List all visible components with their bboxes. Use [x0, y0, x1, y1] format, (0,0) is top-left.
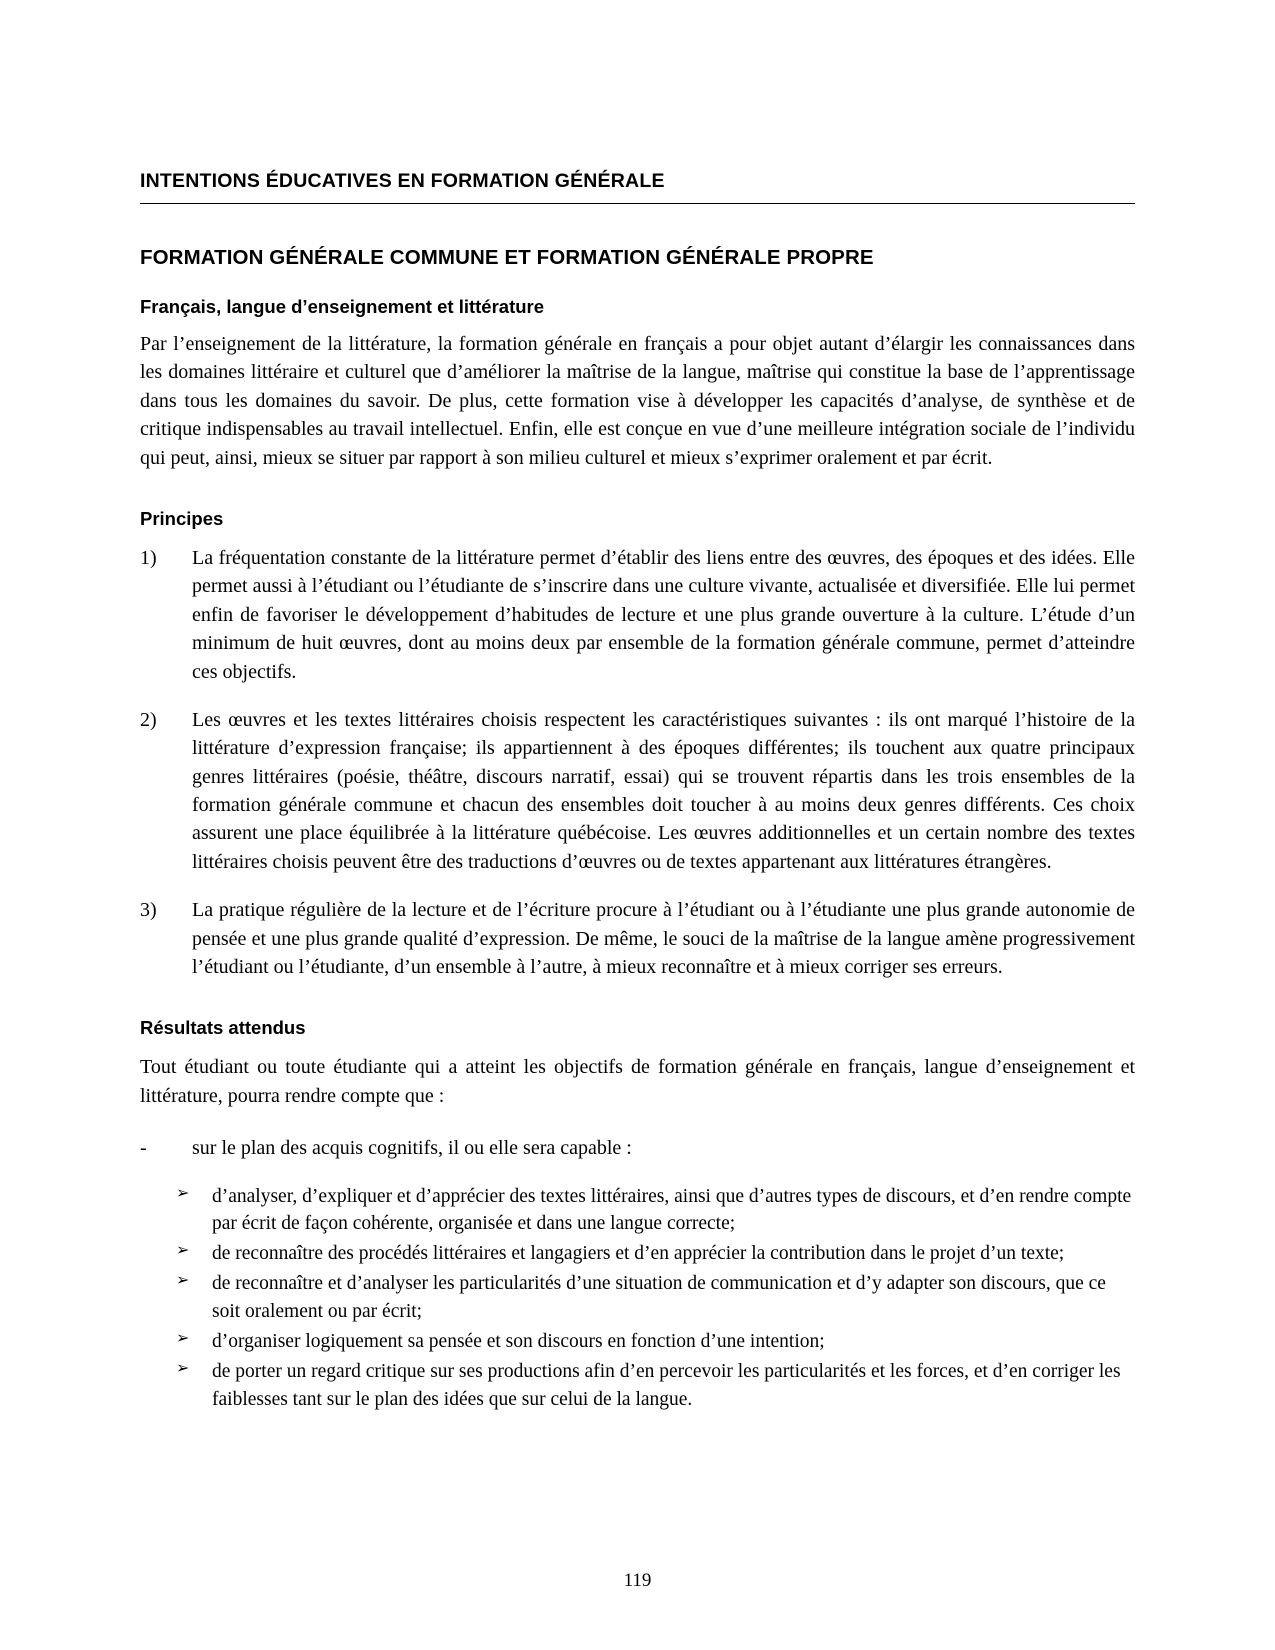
list-item-text: d’organiser logiquement sa pensée et son discours en fonction d’une intention;: [212, 1331, 825, 1353]
list-item: [176, 1270, 1135, 1325]
list-item: [176, 1358, 1135, 1413]
section-title: FORMATION GÉNÉRALE COMMUNE ET FORMATION GÉNÉRALE PROPRE: [140, 246, 874, 269]
list-item-number: 2): [140, 708, 157, 731]
dash-bullet-icon: -: [140, 1137, 147, 1160]
results-heading: Résultats attendus: [140, 1017, 306, 1039]
arrow-bullet-icon: ➢: [176, 1330, 190, 1348]
arrow-bullet-icon: ➢: [176, 1360, 190, 1378]
arrow-bullet-icon: ➢: [176, 1242, 190, 1260]
list-item: [140, 706, 1135, 876]
results-intro-paragraph: Tout étudiant ou toute étudiante qui a atteint les objectifs de formation générale en français, langue d’enseignement et littérature, pourra rendre compte que :: [140, 1056, 1135, 1107]
list-item-text: Les œuvres et les textes littéraires choisis respectent les caractéristiques suivantes : ils ont marqué l’histoire de la littérature d’expression française; ils appartiennent à des époques différentes; ils touchent aux quatre principaux genres littéraires (poésie, théâtre, discours narratif, essai) qui se trouvent répartis dans les trois ensembles de la formation générale commune et chacun des ensembles doit toucher à au moins deux genres différents. Ces choix assurent une place équilibrée à la littérature québécoise. Les œuvres additionnelles et un certain nombre des textes littéraires choisis peuvent être des traductions d’œuvres ou de textes appartenant aux littératures étrangères.: [192, 708, 1135, 873]
principles-heading: Principes: [140, 507, 224, 529]
principles-list: [140, 544, 1135, 981]
subsection-title: Français, langue d’enseignement et littérature: [140, 296, 545, 317]
list-item: [176, 1183, 1135, 1238]
list-item: [176, 1328, 1135, 1355]
list-item: [140, 1134, 1135, 1162]
arrow-bullet-icon: ➢: [176, 1184, 190, 1202]
running-head: INTENTIONS ÉDUCATIVES EN FORMATION GÉNÉRALE: [140, 170, 1135, 204]
list-item-text: de reconnaître et d’analyser les particularités d’une situation de communication et d’y adapter son discours, que ce soit oralement ou par écrit;: [212, 1273, 1106, 1322]
list-item: [140, 544, 1135, 686]
list-item-text: de porter un regard critique sur ses productions afin d’en percevoir les particularités et les forces, et d’en corriger les faiblesses tant sur le plan des idées que sur celui de la langue.: [212, 1361, 1121, 1410]
list-item: [176, 1240, 1135, 1267]
list-item-text: sur le plan des acquis cognitifs, il ou elle sera capable :: [192, 1137, 632, 1160]
list-item-number: 1): [140, 546, 157, 569]
list-item-text: La pratique régulière de la lecture et de l’écriture procure à l’étudiant ou à l’étudiante une plus grande autonomie de pensée et une plus grande qualité d’expression. De même, le souci de la maîtrise de la langue amène progressivement l’étudiant ou l’étudiante, d’un ensemble à l’autre, à mieux reconnaître et à mieux corriger ses erreurs.: [192, 899, 1135, 979]
list-item-number: 3): [140, 899, 157, 922]
page-number: 119: [623, 1570, 652, 1591]
list-item-text: de reconnaître des procédés littéraires et langagiers et d’en apprécier la contribution dans le projet d’un texte;: [212, 1243, 1065, 1265]
list-item: [140, 896, 1135, 981]
arrow-bullet-icon: ➢: [176, 1272, 190, 1290]
results-dash-list: [140, 1134, 1135, 1162]
results-arrow-list: [140, 1183, 1135, 1413]
list-item-text: d’analyser, d’expliquer et d’apprécier des textes littéraires, ainsi que d’autres types de discours, et d’en rendre compte par écrit de façon cohérente, organisée et dans une langue correcte;: [212, 1185, 1132, 1234]
intro-paragraph: Par l’enseignement de la littérature, la formation générale en français a pour objet autant d’élargir les connaissances dans les domaines littéraire et culturel que d’améliorer la maîtrise de la langue, maîtrise qui constitue la base de l’apprentissage dans tous les domaines du savoir. De plus, cette formation vise à développer les capacités d’analyse, de synthèse et de critique indispensables au travail intellectuel. Enfin, elle est conçue en vue d’une meilleure intégration sociale de l’individu qui peut, ainsi, mieux se situer par rapport à son milieu culturel et mieux s’exprimer oralement et par écrit.: [140, 333, 1135, 469]
list-item-text: La fréquentation constante de la littérature permet d’établir des liens entre des œuvres, des époques et des idées. Elle permet aussi à l’étudiant ou l’étudiante de s’inscrire dans une culture vivante, actualisée et diversifiée. Elle lui permet enfin de favoriser le développement d’habitudes de lecture et une plus grande ouverture à la culture. L’étude d’un minimum de huit œuvres, dont au moins deux par ensemble de la formation générale commune, permet d’atteindre ces objectifs.: [192, 546, 1135, 683]
